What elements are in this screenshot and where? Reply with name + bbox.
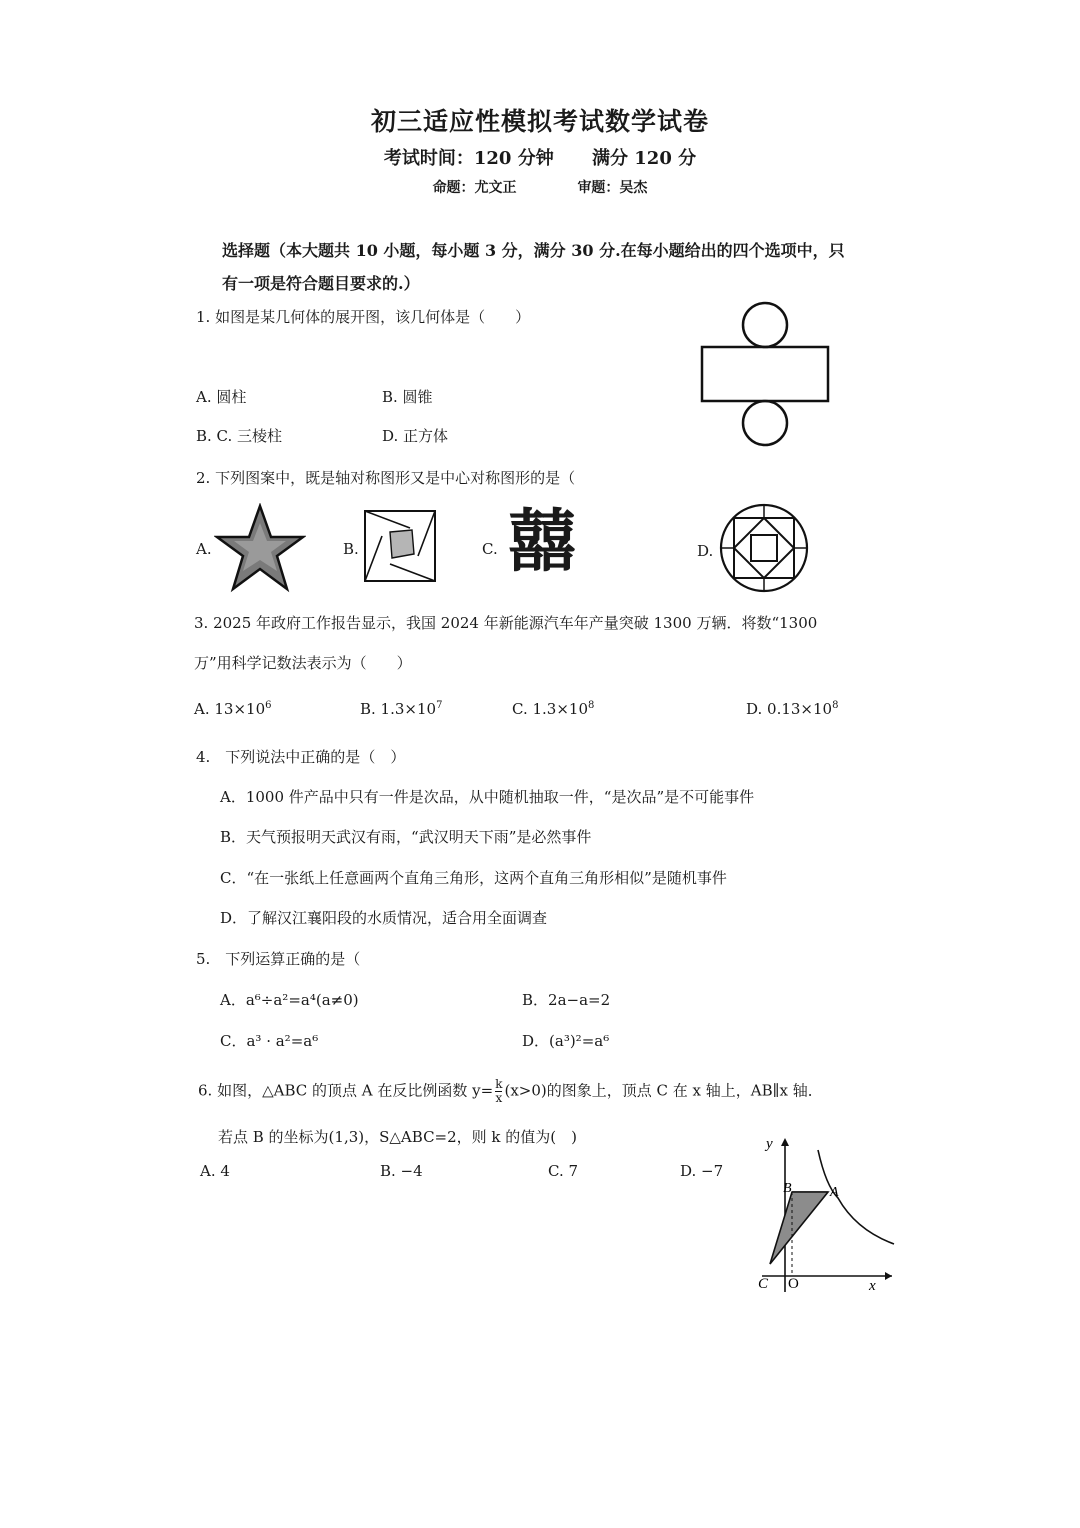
label-x: x bbox=[869, 1278, 876, 1294]
net-bottom-circle bbox=[743, 401, 787, 445]
exam-time: 考试时间：120 分钟 bbox=[383, 148, 554, 169]
q1-option-a: A. 圆柱 bbox=[196, 388, 247, 406]
q5-option-c: C．a³ · a²=a⁶ bbox=[220, 1032, 319, 1050]
q4-option-c: C．“在一张纸上任意画两个直角三角形，这两个直角三角形相似”是随机事件 bbox=[220, 869, 727, 887]
setter: 命题：尤文正 bbox=[432, 180, 517, 196]
q5-option-d: D．(a³)²=a⁶ bbox=[522, 1032, 610, 1050]
label-a: A bbox=[830, 1185, 839, 1200]
label-y: y bbox=[766, 1136, 773, 1152]
x-axis-arrow bbox=[885, 1272, 892, 1280]
q3-option-a: A. $13\times 10^6$ bbox=[194, 700, 272, 718]
q5-option-b: B．2a−a=2 bbox=[522, 991, 611, 1009]
q3-stem-line1: 3. 2025 年政府工作报告显示，我国 2024 年新能源汽车年产量突破 1300 万辆．将数“1300 bbox=[194, 614, 818, 632]
net-rectangle bbox=[702, 347, 828, 401]
q2-option-d: D. bbox=[697, 542, 714, 560]
author-info bbox=[0, 177, 1080, 197]
double-happiness-glyph: 囍 bbox=[508, 503, 571, 582]
reviewer: 审题：吴杰 bbox=[577, 180, 648, 196]
label-o: O bbox=[788, 1276, 799, 1292]
triangle-abc bbox=[770, 1192, 828, 1264]
q1-option-d: D. 正方体 bbox=[382, 427, 449, 445]
label-b: B bbox=[783, 1181, 792, 1196]
q5-stem: 5. 下列运算正确的是（ bbox=[196, 950, 361, 968]
q6-stem-line2: 若点 B 的坐标为(1,3)，S△ABC=2，则 k 的值为( ) bbox=[218, 1128, 577, 1146]
q4-option-a: A．1000 件产品中只有一件是次品，从中随机抽取一件，“是次品”是不可能事件 bbox=[220, 788, 755, 806]
q1-stem: 1. 如图是某几何体的展开图，该几何体是（ ） bbox=[196, 308, 531, 326]
q6-coordinate-figure bbox=[752, 1130, 902, 1295]
q3-option-d: D. $0.13\times 10^8$ bbox=[746, 700, 839, 718]
q6-option-a: A. 4 bbox=[200, 1162, 230, 1180]
q2-option-c: C. bbox=[482, 540, 498, 558]
q6-option-d: D. −7 bbox=[680, 1162, 724, 1180]
q1-option-b: B. 圆锥 bbox=[382, 388, 433, 406]
q6-stem-line1: 6. 如图，△ABC 的顶点 A 在反比例函数 y= $\frac{k}{x}$ (x>0)的图象上，顶点 C 在 x 轴上，AB∥x 轴． bbox=[198, 1077, 823, 1105]
q3-stem-line2: 万”用科学记数法表示为（ ） bbox=[194, 654, 412, 672]
label-c: C bbox=[758, 1276, 769, 1292]
circle-square-figure bbox=[718, 502, 810, 594]
pinwheel-square-figure bbox=[362, 508, 438, 584]
q2-option-b: B. bbox=[343, 540, 359, 558]
q3-option-c: C. $1.3\times 10^8$ bbox=[512, 700, 595, 718]
q5-option-a: A．a⁶÷a²=a⁴(a≠0) bbox=[220, 991, 359, 1009]
section-heading-line2: 有一项是符合题目要求的.） bbox=[222, 274, 420, 293]
q6-option-c: C. 7 bbox=[548, 1162, 579, 1180]
page-title: 初三适应性模拟考试数学试卷 bbox=[370, 107, 709, 136]
y-axis-arrow bbox=[781, 1138, 789, 1146]
q4-option-b: B．天气预报明天武汉有雨，“武汉明天下雨”是必然事件 bbox=[220, 828, 592, 846]
star-figure bbox=[214, 503, 306, 593]
q6-option-b: B. −4 bbox=[380, 1162, 423, 1180]
net-top-circle bbox=[743, 303, 787, 347]
exam-info bbox=[0, 144, 1080, 170]
q3-option-b: B. $1.3\times 10^7$ bbox=[360, 700, 443, 718]
q2-stem: 2. 下列图案中，既是轴对称图形又是中心对称图形的是（ bbox=[196, 469, 576, 487]
q1-net-figure bbox=[695, 298, 835, 450]
q2-option-a: A. bbox=[196, 540, 212, 558]
exam-score: 满分 120 分 bbox=[592, 148, 697, 169]
q4-stem: 4. 下列说法中正确的是（ ） bbox=[196, 748, 406, 766]
q4-option-d: D．了解汉江襄阳段的水质情况，适合用全面调查 bbox=[220, 909, 548, 927]
section-heading-line1: 选择题（本大题共 10 小题，每小题 3 分，满分 30 分.在每小题给出的四个选项中，只 bbox=[222, 241, 845, 260]
q1-option-c: B. C. 三棱柱 bbox=[196, 427, 283, 445]
